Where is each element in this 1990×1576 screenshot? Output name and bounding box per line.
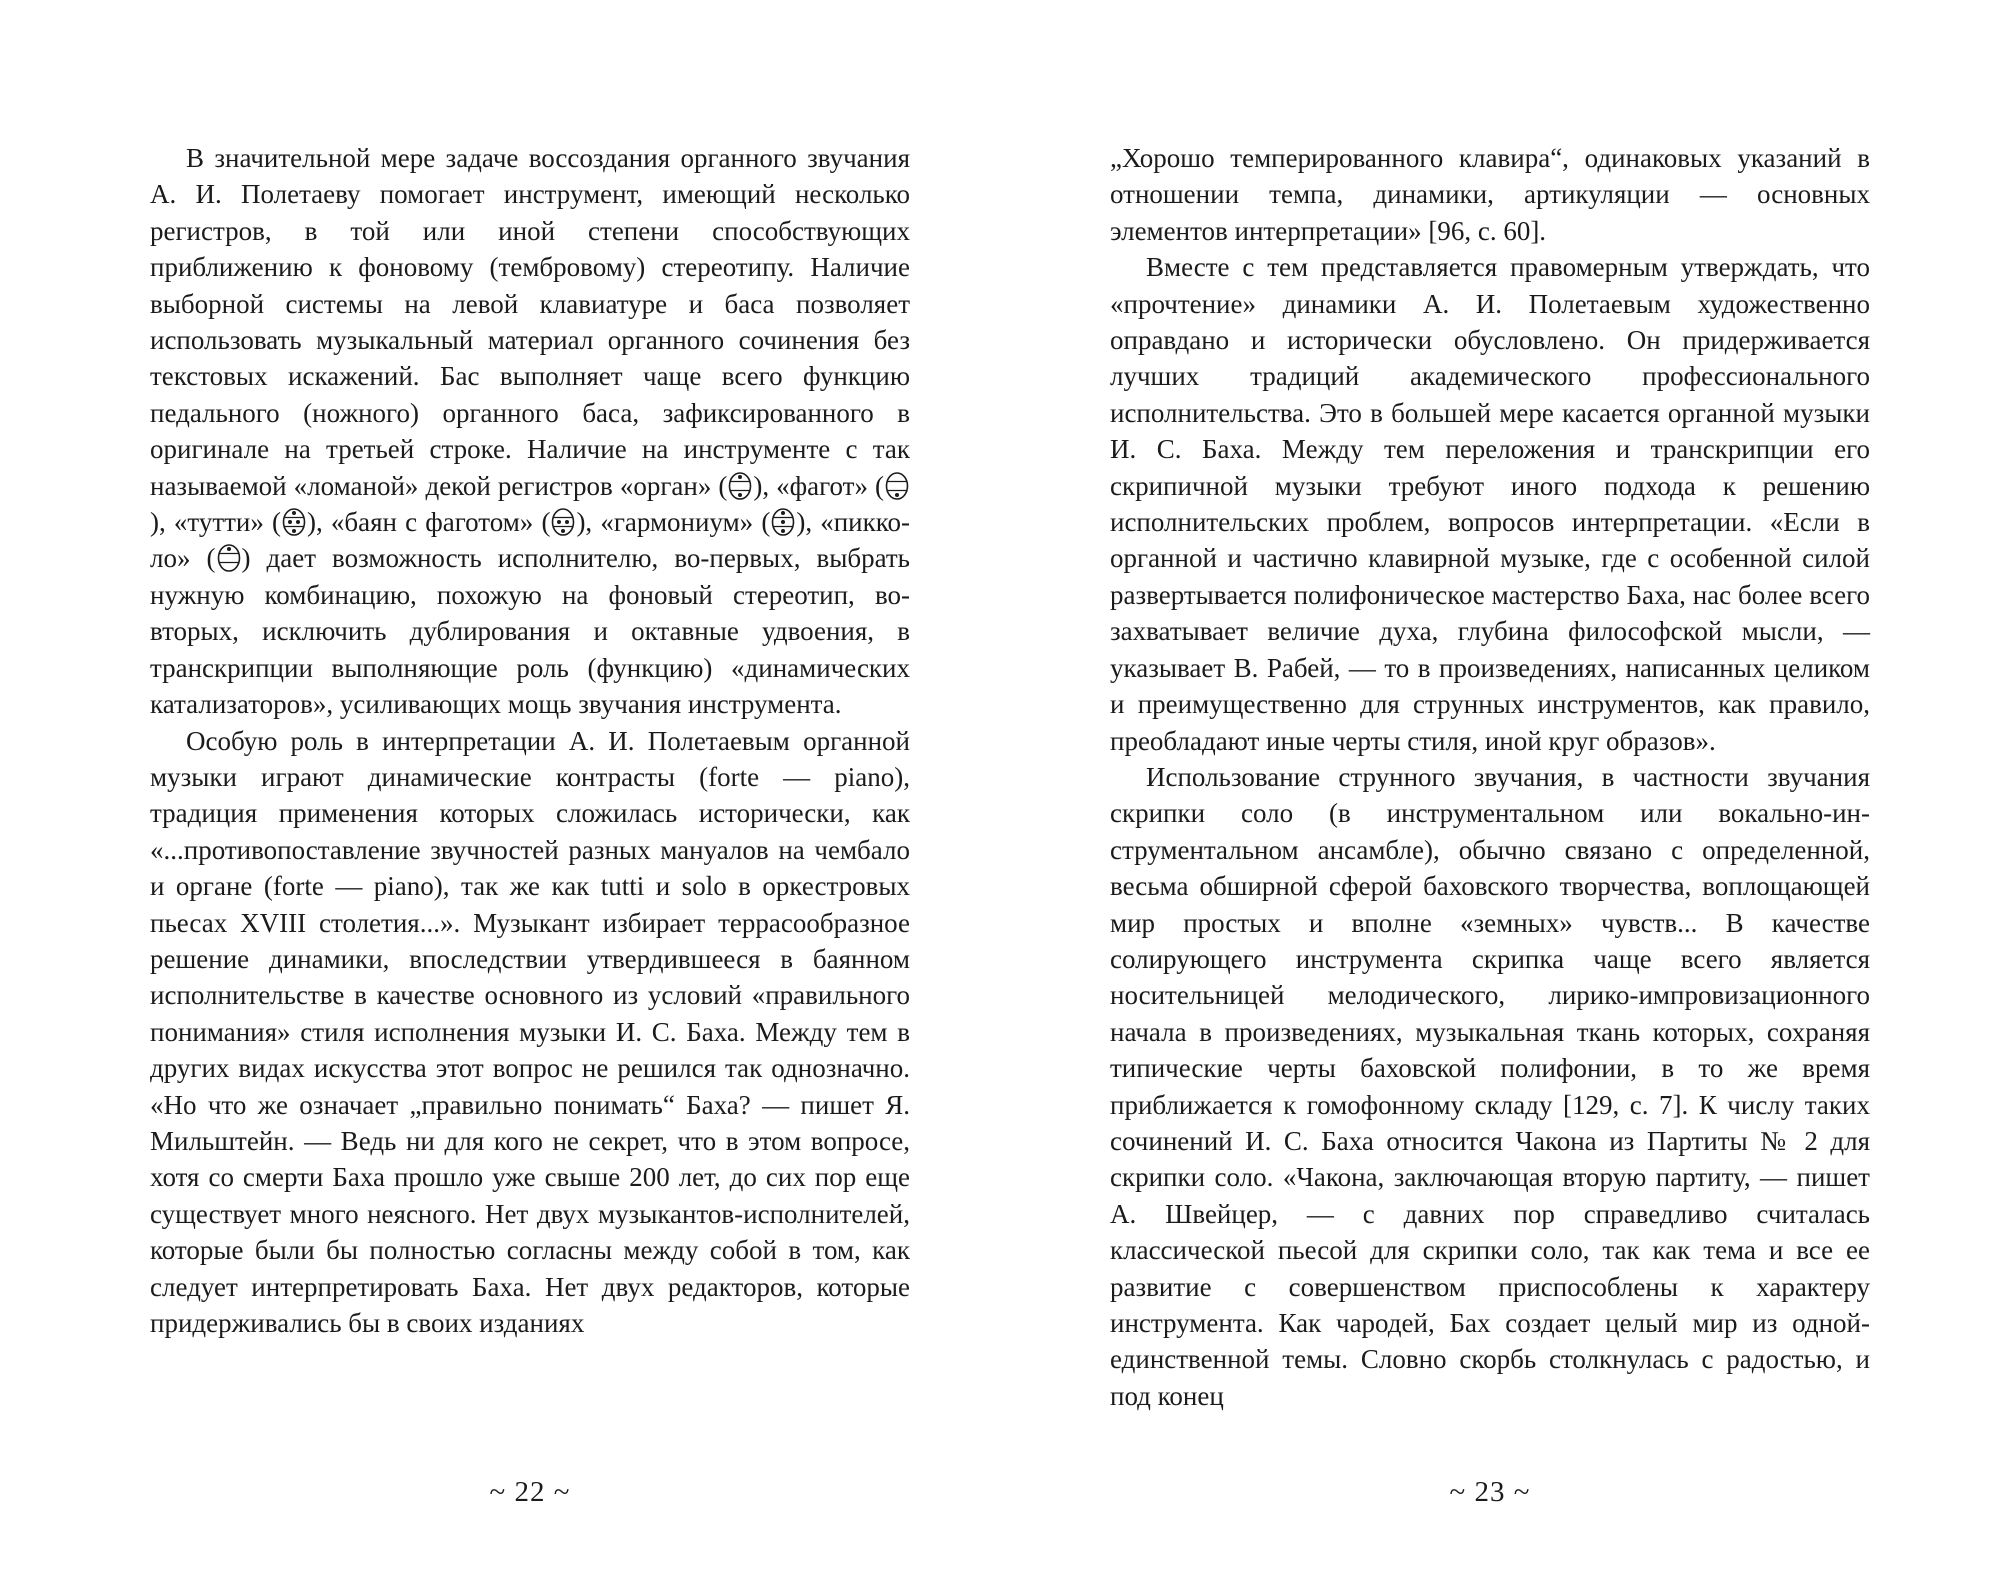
left-page-text [150, 140, 910, 1341]
tutti-register-icon [282, 507, 306, 537]
right-paragraph-1: „Хорошо темперированного клавира“, одинаковых указаний в отношении темпа, динамики, артикуляции — основных элементов интерпретации» [96, с. 60]. [1110, 143, 1870, 246]
right-page-number: ~ 23 ~ [1449, 1476, 1531, 1508]
left-p1-text-c: ), «тутти» ( [150, 507, 282, 538]
left-p1-text-d: ), «баян с фаготом» ( [307, 507, 551, 538]
right-page [1110, 140, 1870, 1520]
bayan-bassoon-register-icon [551, 507, 575, 537]
left-p1-text-e: ), «гармониум» ( [576, 507, 771, 538]
left-p1-text-f: ), «пикколо» ( [150, 507, 910, 574]
left-paragraph-2: Особую роль в интерпретации А. И. Полетаевым органной музыки играют динамические контрасты (forte — piano), традиция применения которых сложилась исторически, как «...противопоставление звучностей разных мануалов на чембало и органе (forte — piano), так же как tutti и solo в оркестровых пьесах XVIII столетия...». Музыкант избирает террасообразное решение динамики, впоследствии утвердившееся в баянном исполнительстве в качестве основного из условий «правильного понимания» стиля исполнения музыки И. С. Баха. Между тем в других видах искусства этот вопрос не решился так однозначно. «Но что же означает „правильно понимать“ Баха? — пишет Я. Мильштейн. — Ведь ни для кого не секрет, что в этом вопросе, хотя со смерти Баха прошло уже свыше 200 лет, до сих пор еще существует много неясного. Нет двух музыкантов-исполнителей, которые были бы полностью согласны между собой в том, как следует интерпретировать Баха. Нет двух редакторов, которые придерживались бы в своих изданиях [150, 725, 910, 1338]
piccolo-register-icon [217, 543, 241, 573]
left-page-number: ~ 22 ~ [489, 1476, 571, 1508]
left-page [150, 140, 910, 1520]
harmonium-register-icon [771, 507, 795, 537]
left-p1-text-a: В значительной мере задаче воссоздания органного звучания А. И. Полетаеву помогает инструмент, имеющий несколько регистров, в той или иной степени способствующих приближению к фоновому (тембровому) стереотипу. Наличие выборной системы на левой клавиатуре и баса позволяет использовать музыкальный материал органного сочинения без текстовых искажений. Бас выполняет чаще всего функцию педального (ножного) органного баса, зафиксированного в оригинале на третьей строке. Наличие на инструменте с так называемой «ломаной» декой регистров «орган» ( [150, 143, 910, 501]
left-p1-text-g: ) дает возможность исполнителю, во-первых, выбрать нужную комбинацию, похожую на фоновый стереотип, во-вторых, исключить дублирования и октавные удвоения, в транскрипции выполняющие роль (функцию) «динамических катализаторов», усиливающих мощь звучания инструмента. [150, 543, 911, 720]
right-page-text [1110, 140, 1870, 1414]
bassoon-register-icon [885, 471, 909, 501]
left-paragraph-1 [150, 140, 910, 723]
organ-register-icon [728, 471, 752, 501]
left-p1-text-b: ), «фагот» ( [753, 470, 884, 501]
right-paragraph-3: Использование струнного звучания, в частности звучания скрипки соло (в инструментальном или вокально-инструментальном ансамбле), обычно связано с определенной, весьма обширной сферой баховского творчества, воплощающей мир простых и вполне «земных» чувств... В качестве солирующего инструмента скрипка чаще всего является носительницей мелодического, лирико-импровизационного начала в произведениях, музыкальная ткань которых, сохраняя типические черты баховской полифонии, в то же время приближается к гомофонному складу [129, с. 7]. К числу таких сочинений И. С. Баха относится Чакона из Партиты № 2 для скрипки соло. «Чакона, заключающая вторую партиту, — пишет А. Швейцер, — с давних пор справедливо считалась классической пьесой для скрипки соло, так как тема и все ее развитие с совершенством приспособлены к характеру инструмента. Как чародей, Бах создает целый мир из одной-единственной темы. Словно скорбь столкнулась с радостью, и под конец [1110, 761, 1870, 1411]
right-paragraph-2: Вместе с тем представляется правомерным утверждать, что «прочтение» динамики А. И. Полетаевым художественно оправдано и исторически обусловлено. Он придерживается лучших традиций академического профессионального исполнительства. Это в большей мере касается органной музыки И. С. Баха. Между тем переложения и транскрипции его скрипичной музыки требуют иного подхода к решению исполнительских проблем, вопросов интерпретации. «Если в органной и частично клавирной музыке, где с особенной силой развертывается полифоническое мастерство Баха, нас более всего захватывает величие духа, глубина философской мысли, — указывает В. Рабей, — то в произведениях, написанных целиком и преимущественно для струнных инструментов, как правило, преобладают иные черты стиля, иной круг образов». [1110, 252, 1870, 756]
